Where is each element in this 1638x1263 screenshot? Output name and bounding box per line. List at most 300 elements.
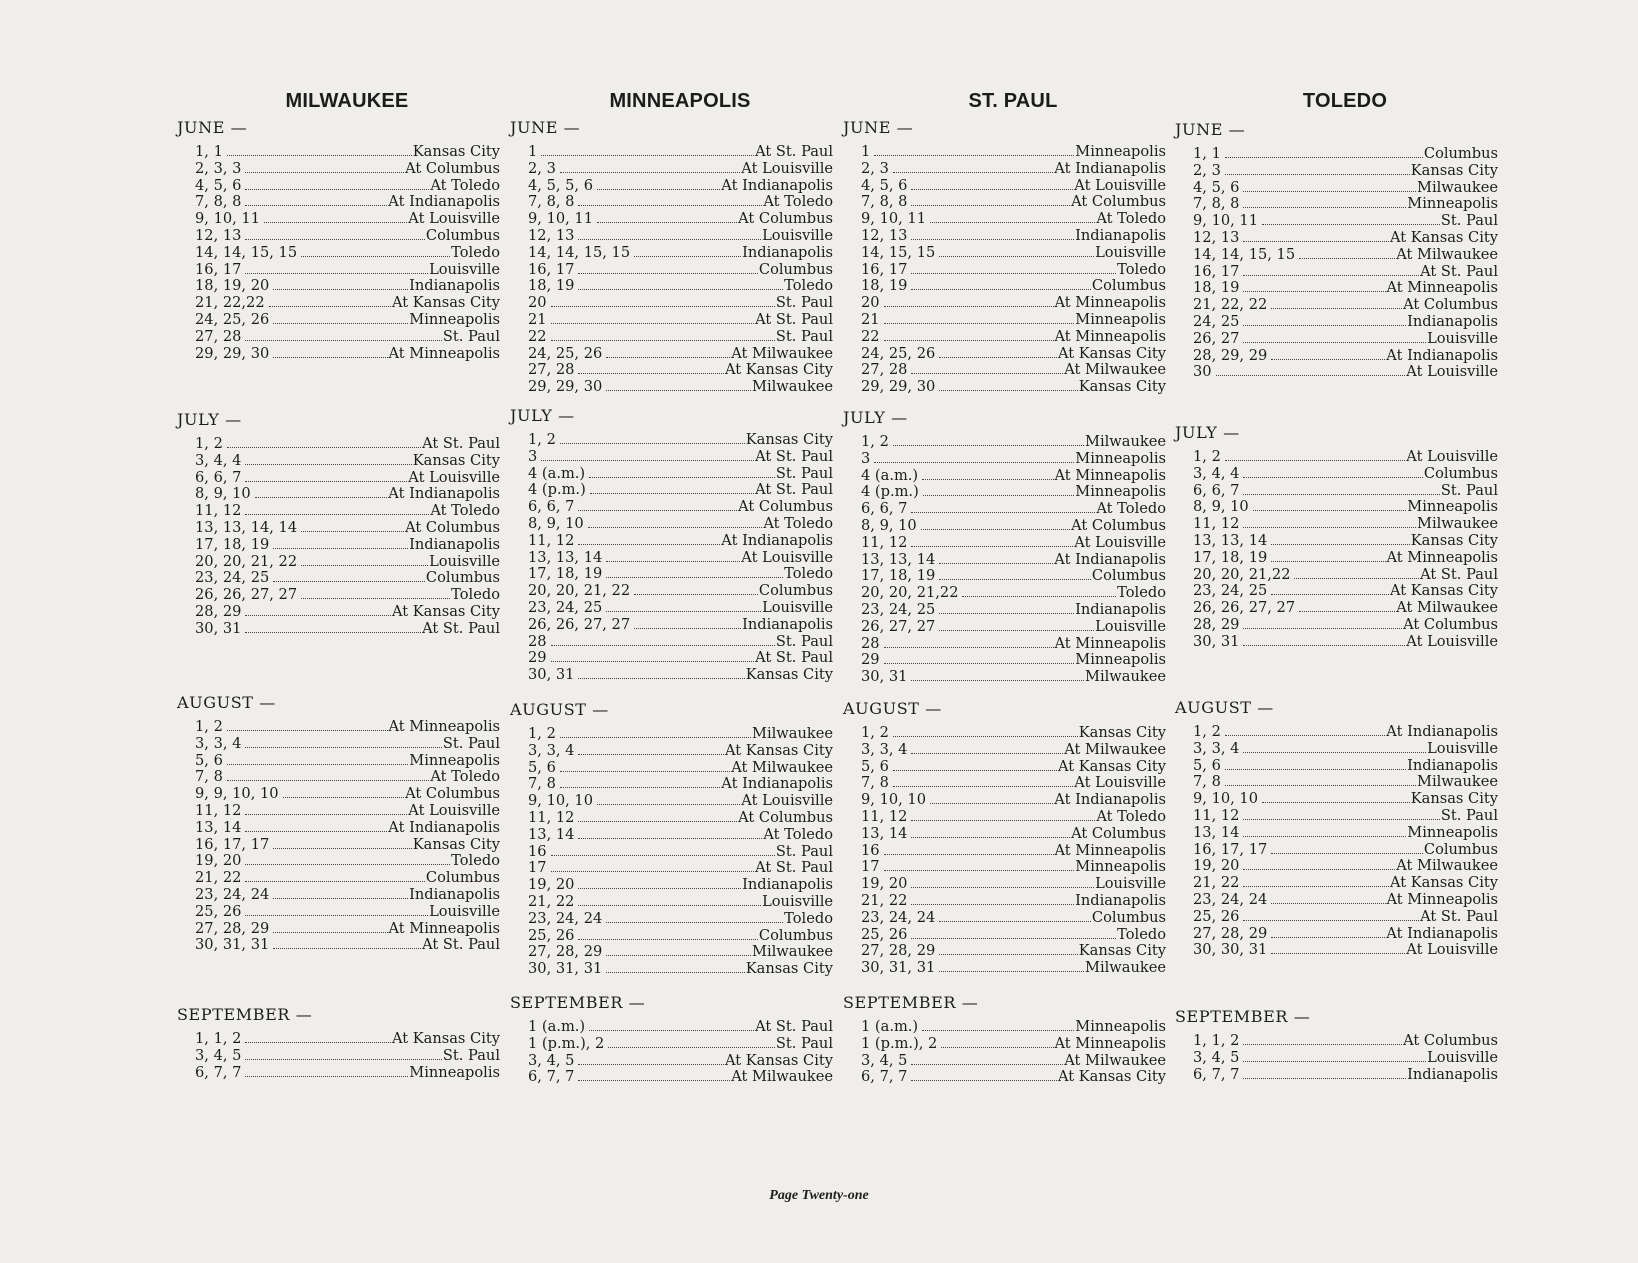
game-row [1193, 774, 1498, 791]
month-label: JULY — [177, 410, 242, 429]
game-dates: 30, 31 [528, 666, 575, 684]
game-opponent: Kansas City [1078, 942, 1166, 960]
game-opponent: Indianapolis [742, 876, 833, 894]
dot-leader [634, 256, 741, 257]
month-label: SEPTEMBER — [177, 1005, 313, 1024]
game-opponent: At Louisville [408, 468, 500, 486]
game-row [195, 570, 500, 587]
game-list [195, 719, 500, 954]
game-dates: 11, 12 [861, 807, 908, 825]
dot-leader [245, 632, 421, 633]
dot-leader [551, 661, 755, 662]
game-list [195, 144, 500, 362]
game-row [861, 329, 1166, 346]
game-dates: 13, 14 [861, 824, 908, 842]
dot-leader [893, 770, 1057, 771]
game-dates: 8, 9, 10 [861, 516, 917, 534]
dot-leader [1243, 494, 1440, 495]
dot-leader [911, 820, 1095, 821]
game-dates: 18, 19 [528, 277, 575, 295]
game-dates: 14, 14, 15, 15 [195, 243, 298, 261]
game-opponent: At Milwaukee [1396, 857, 1498, 875]
game-dates: 4 (a.m.) [861, 466, 919, 484]
game-opponent: At Kansas City [724, 361, 833, 379]
dot-leader [273, 898, 408, 899]
game-dates: 11, 12 [528, 531, 575, 549]
game-dates: 3, 3, 4 [195, 734, 242, 752]
game-row [1193, 213, 1498, 230]
game-row [861, 194, 1166, 211]
game-dates: 19, 20 [1193, 857, 1240, 875]
game-row [195, 921, 500, 938]
dot-leader [606, 955, 751, 956]
game-opponent: At Indianapolis [1386, 924, 1498, 942]
game-dates: 26, 27, 27 [861, 617, 936, 635]
game-dates: 4 (a.m.) [528, 464, 586, 482]
game-dates: 27, 28 [528, 361, 575, 379]
game-row [861, 759, 1166, 776]
page-number: Page Twenty-one [769, 1188, 869, 1203]
game-dates: 29, 29, 30 [528, 378, 603, 396]
game-opponent: At Columbus [1403, 296, 1498, 314]
dot-leader [911, 373, 1063, 374]
game-row [861, 602, 1166, 619]
month-block [843, 408, 1183, 686]
game-row [1193, 909, 1498, 926]
dot-leader [578, 821, 737, 822]
game-opponent: Columbus [1423, 840, 1498, 858]
month-label: JUNE — [1175, 120, 1246, 139]
game-row [528, 262, 833, 279]
game-dates: 1, 2 [861, 724, 889, 741]
game-dates: 11, 12 [528, 808, 575, 826]
dot-leader [1294, 578, 1419, 579]
game-list [195, 1031, 500, 1081]
game-dates: 23, 24, 25 [528, 598, 603, 616]
game-opponent: At Toledo [1096, 500, 1166, 518]
game-row [195, 295, 500, 312]
dot-leader [911, 1064, 1063, 1065]
game-row [528, 1036, 833, 1053]
game-opponent: Kansas City [412, 835, 500, 853]
game-opponent: St. Paul [442, 327, 500, 345]
dot-leader [1243, 342, 1426, 343]
game-opponent: At Milwaukee [1064, 1051, 1166, 1069]
game-row [195, 211, 500, 228]
dot-leader [1225, 785, 1416, 786]
game-dates: 30 [1193, 363, 1212, 381]
dot-leader [245, 615, 391, 616]
dot-leader [245, 864, 450, 865]
dot-leader [245, 915, 428, 916]
game-dates: 3, 3, 4 [861, 740, 908, 758]
game-row [861, 178, 1166, 195]
dot-leader [939, 390, 1077, 391]
game-dates: 17 [861, 858, 880, 876]
game-row [528, 961, 833, 978]
dot-leader [578, 239, 761, 240]
game-opponent: At Louisville [741, 159, 833, 177]
game-opponent: Minneapolis [1075, 858, 1166, 876]
dot-leader [560, 771, 730, 772]
game-opponent: Louisville [762, 226, 833, 244]
game-dates: 29, 29, 30 [861, 378, 936, 396]
game-opponent: Indianapolis [1407, 312, 1498, 330]
dot-leader [578, 678, 744, 679]
game-dates: 30, 31 [195, 619, 242, 637]
game-dates: 1 (p.m.), 2 [528, 1034, 605, 1052]
game-row [1193, 163, 1498, 180]
game-opponent: At St. Paul [1420, 565, 1498, 583]
game-dates: 17 [528, 859, 547, 877]
dot-leader [227, 780, 430, 781]
game-dates: 17, 18, 19 [1193, 548, 1268, 566]
game-opponent: Kansas City [412, 143, 500, 160]
game-row [861, 1053, 1166, 1070]
dot-leader [911, 837, 1070, 838]
game-opponent: Columbus [425, 569, 500, 587]
game-dates: 1, 1 [1193, 145, 1221, 162]
game-opponent: Milwaukee [1417, 773, 1498, 791]
month-label: JULY — [510, 406, 575, 425]
month-label: JULY — [843, 408, 908, 427]
dot-leader [939, 563, 1053, 564]
game-dates: 23, 24, 25 [861, 600, 936, 618]
game-opponent: At Kansas City [391, 602, 500, 620]
game-row [195, 245, 500, 262]
dot-leader [1243, 191, 1416, 192]
game-dates: 8, 9, 10 [528, 514, 584, 532]
game-row [528, 760, 833, 777]
dot-leader [939, 357, 1057, 358]
game-dates: 16, 17 [1193, 262, 1240, 280]
game-dates: 11, 12 [861, 533, 908, 551]
game-opponent: At Minneapolis [388, 718, 500, 735]
dot-leader [245, 514, 429, 515]
game-dates: 21, 22 [1193, 874, 1240, 892]
dot-leader [1225, 157, 1423, 158]
game-opponent: At Toledo [763, 514, 833, 532]
game-opponent: Milwaukee [752, 378, 833, 396]
game-dates: 30, 31 [1193, 632, 1240, 650]
dot-leader [1225, 460, 1405, 461]
dot-leader [245, 464, 411, 465]
game-row [528, 178, 833, 195]
game-dates: 24, 25, 26 [528, 344, 603, 362]
game-opponent: St. Paul [775, 632, 833, 650]
dot-leader [884, 647, 1054, 648]
dot-leader [541, 460, 754, 461]
game-dates: 20, 20, 21, 22 [195, 552, 298, 570]
game-row [195, 887, 500, 904]
game-row [528, 533, 833, 550]
dot-leader [1271, 903, 1385, 904]
game-dates: 1, 2 [528, 431, 556, 448]
game-opponent: At Kansas City [391, 294, 500, 312]
game-row [861, 295, 1166, 312]
game-dates: 13, 14 [1193, 823, 1240, 841]
game-opponent: At Kansas City [1389, 874, 1498, 892]
game-dates: 27, 28 [861, 361, 908, 379]
dot-leader [1225, 735, 1385, 736]
game-row [195, 503, 500, 520]
dot-leader [884, 340, 1054, 341]
dot-leader [273, 581, 425, 582]
team-title: TOLEDO [1302, 90, 1388, 112]
team-title: MILWAUKEE [285, 90, 409, 112]
game-opponent: Indianapolis [1075, 600, 1166, 618]
game-dates: 9, 10, 10 [861, 791, 926, 809]
month-block [1175, 1007, 1515, 1083]
game-dates: 7, 8 [195, 768, 223, 786]
dot-leader [588, 527, 763, 528]
dot-leader [273, 932, 387, 933]
game-row [1193, 550, 1498, 567]
dot-leader [634, 594, 758, 595]
game-row [861, 636, 1166, 653]
game-opponent: At Columbus [1403, 615, 1498, 633]
dot-leader [245, 881, 424, 882]
dot-leader [1243, 241, 1389, 242]
dot-leader [893, 736, 1078, 737]
game-row [1193, 533, 1498, 550]
game-opponent: At Louisville [408, 801, 500, 819]
dot-leader [874, 462, 1074, 463]
dot-leader [608, 1047, 775, 1048]
game-dates: 19, 20 [861, 875, 908, 893]
dot-leader [1243, 920, 1419, 921]
game-opponent: At Minneapolis [1054, 466, 1166, 484]
game-row [861, 228, 1166, 245]
dot-leader [939, 613, 1074, 614]
game-row [861, 876, 1166, 893]
game-dates: 4, 5, 6 [861, 176, 908, 194]
game-opponent: Minneapolis [1075, 449, 1166, 467]
game-list [1193, 1033, 1498, 1083]
game-row [195, 346, 500, 363]
game-opponent: At Kansas City [724, 1051, 833, 1069]
dot-leader [606, 611, 761, 612]
game-row [528, 346, 833, 363]
dot-leader [597, 189, 720, 190]
game-dates: 1, 2 [195, 435, 223, 452]
game-row [861, 245, 1166, 262]
dot-leader [541, 155, 754, 156]
game-dates: 11, 12 [1193, 806, 1240, 824]
game-opponent: At Toledo [1096, 210, 1166, 228]
game-dates: 27, 28, 29 [861, 942, 936, 960]
dot-leader [939, 921, 1091, 922]
game-opponent: At Columbus [738, 210, 833, 228]
dot-leader [874, 155, 1074, 156]
game-row [195, 537, 500, 554]
game-row [1193, 724, 1498, 741]
dot-leader [1225, 769, 1406, 770]
dot-leader [597, 222, 737, 223]
game-dates: 25, 26 [1193, 907, 1240, 925]
game-list [861, 144, 1166, 396]
dot-leader [578, 510, 737, 511]
game-dates: 9, 10, 11 [528, 210, 593, 228]
game-opponent: Toledo [451, 586, 500, 604]
dot-leader [301, 531, 404, 532]
game-opponent: St. Paul [775, 1034, 833, 1052]
game-opponent: Milwaukee [752, 725, 833, 742]
game-opponent: At Milwaukee [1396, 599, 1498, 617]
game-row [1193, 567, 1498, 584]
game-row [528, 362, 833, 379]
game-dates: 1, 1 [195, 143, 223, 160]
game-dates: 27, 28, 29 [1193, 924, 1268, 942]
game-row [1193, 617, 1498, 634]
game-opponent: At Indianapolis [388, 818, 500, 836]
game-dates: 13, 13, 14 [861, 550, 936, 568]
game-opponent: Minneapolis [1075, 651, 1166, 669]
game-opponent: At Louisville [1406, 941, 1498, 959]
dot-leader [1262, 802, 1410, 803]
dot-leader [560, 443, 745, 444]
game-opponent: At Indianapolis [1386, 346, 1498, 364]
game-dates: 26, 27 [1193, 329, 1240, 347]
game-row [1193, 1067, 1498, 1084]
dot-leader [1243, 628, 1402, 629]
dot-leader [245, 1059, 442, 1060]
game-dates: 26, 26, 27, 27 [1193, 599, 1296, 617]
game-dates: 13, 14 [528, 825, 575, 843]
game-row [861, 211, 1166, 228]
game-row [528, 743, 833, 760]
game-row [861, 346, 1166, 363]
game-dates: 5, 6 [195, 751, 223, 769]
game-row [528, 228, 833, 245]
game-dates: 16, 17 [195, 260, 242, 278]
game-dates: 6, 6, 7 [528, 498, 575, 516]
dot-leader [893, 172, 1053, 173]
game-list [861, 725, 1166, 977]
game-opponent: At Kansas City [1057, 1068, 1166, 1086]
game-dates: 4, 5, 6 [1193, 178, 1240, 196]
dot-leader [560, 737, 751, 738]
game-opponent: At Indianapolis [1386, 723, 1498, 740]
game-row [195, 554, 500, 571]
game-opponent: At Toledo [763, 825, 833, 843]
dot-leader [634, 628, 741, 629]
game-row [528, 432, 833, 449]
dot-leader [1271, 359, 1385, 360]
game-row [861, 278, 1166, 295]
game-dates: 24, 25, 26 [861, 344, 936, 362]
game-row [528, 144, 833, 161]
game-row [1193, 942, 1498, 959]
month-label: JUNE — [510, 118, 581, 137]
month-block [510, 406, 850, 684]
dot-leader [1243, 869, 1395, 870]
game-list [528, 432, 833, 684]
game-opponent: Toledo [451, 243, 500, 261]
game-dates: 7, 8, 8 [861, 193, 908, 211]
game-opponent: Milwaukee [1417, 178, 1498, 196]
game-row [195, 436, 500, 453]
dot-leader [578, 289, 783, 290]
dot-leader [590, 493, 754, 494]
game-row [1193, 808, 1498, 825]
month-label: SEPTEMBER — [510, 993, 646, 1012]
dot-leader [245, 205, 387, 206]
game-row [528, 1069, 833, 1086]
dot-leader [301, 256, 450, 257]
game-row [861, 669, 1166, 686]
dot-leader [578, 373, 724, 374]
game-opponent: At Indianapolis [388, 193, 500, 211]
game-opponent: At Louisville [1406, 632, 1498, 650]
game-opponent: Milwaukee [1085, 433, 1166, 450]
game-row [861, 518, 1166, 535]
dot-leader [939, 971, 1084, 972]
game-opponent: Louisville [762, 892, 833, 910]
dot-leader [578, 273, 757, 274]
game-row [528, 810, 833, 827]
game-dates: 28 [861, 634, 880, 652]
month-label: SEPTEMBER — [843, 993, 979, 1012]
game-row [528, 566, 833, 583]
game-opponent: At Kansas City [391, 1030, 500, 1047]
game-opponent: At Milwaukee [731, 344, 833, 362]
game-opponent: Indianapolis [409, 885, 500, 903]
game-dates: 1 (p.m.), 2 [861, 1034, 938, 1052]
dot-leader [551, 645, 775, 646]
game-row [195, 520, 500, 537]
game-row [195, 1065, 500, 1082]
game-row [1193, 825, 1498, 842]
game-dates: 6, 6, 7 [1193, 481, 1240, 499]
dot-leader [911, 189, 1073, 190]
game-row [528, 860, 833, 877]
game-dates: 24, 25 [1193, 312, 1240, 330]
dot-leader [893, 445, 1084, 446]
game-dates: 16, 17, 17 [1193, 840, 1268, 858]
game-opponent: St. Paul [775, 327, 833, 345]
game-opponent: At Milwaukee [1064, 740, 1166, 758]
game-opponent: Toledo [1117, 584, 1166, 602]
game-opponent: Louisville [1427, 739, 1498, 757]
game-row [195, 736, 500, 753]
game-row [195, 470, 500, 487]
game-dates: 11, 12 [195, 502, 242, 520]
game-row [861, 910, 1166, 927]
game-opponent: At Kansas City [1389, 582, 1498, 600]
game-row [861, 775, 1166, 792]
game-opponent: Milwaukee [1417, 515, 1498, 533]
game-opponent: Toledo [451, 852, 500, 870]
game-dates: 9, 10, 11 [861, 210, 926, 228]
dot-leader [578, 205, 762, 206]
game-row [528, 1053, 833, 1070]
game-dates: 16, 17 [861, 260, 908, 278]
dot-leader [922, 1030, 1074, 1031]
game-opponent: At Louisville [741, 792, 833, 810]
game-dates: 14, 14, 15, 15 [1193, 245, 1296, 263]
game-dates: 23, 24, 24 [195, 885, 270, 903]
game-dates: 1, 2 [195, 718, 223, 735]
game-opponent: Toledo [1117, 925, 1166, 943]
game-row [195, 803, 500, 820]
game-dates: 12, 13 [1193, 228, 1240, 246]
game-dates: 21, 22,22 [195, 294, 265, 312]
game-opponent: At Kansas City [1057, 344, 1166, 362]
game-dates: 30, 30, 31 [1193, 941, 1268, 959]
game-dates: 22 [528, 327, 547, 345]
month-block [1175, 698, 1515, 959]
